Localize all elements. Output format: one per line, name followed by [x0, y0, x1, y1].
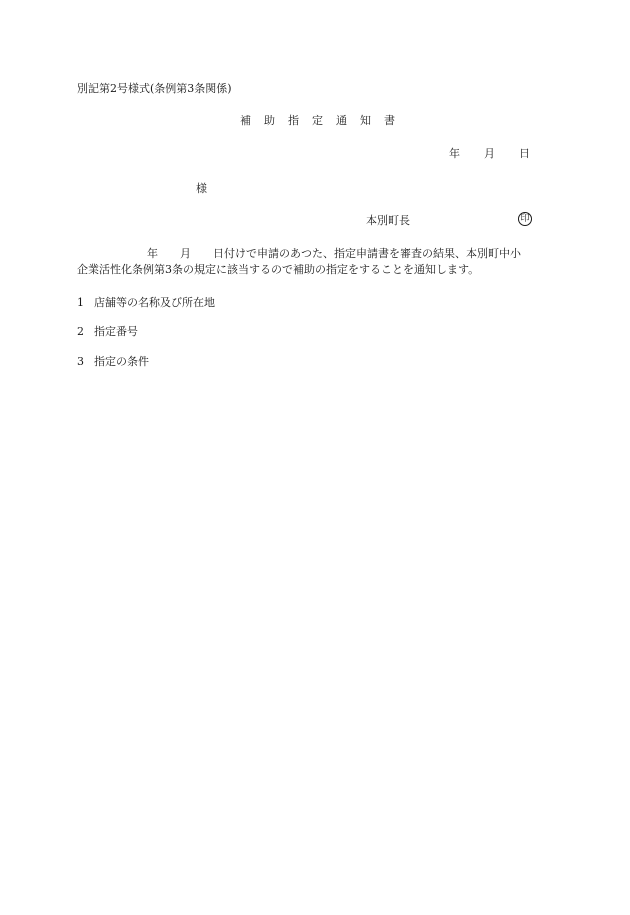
issue-date — [449, 147, 530, 161]
document-title — [240, 114, 395, 128]
item-number: 1 — [77, 296, 84, 309]
item-label: 指定の条件 — [94, 355, 149, 368]
issuer-name: 本別町長 — [366, 214, 410, 227]
title-char: 定 — [312, 114, 323, 127]
title-char: 通 — [336, 114, 347, 127]
title-char: 指 — [288, 114, 299, 127]
form-reference: 別記第2号様式(条例第3条関係) — [77, 82, 232, 95]
date-month: 月 — [484, 147, 495, 160]
item-label: 店舗等の名称及び所在地 — [94, 296, 215, 309]
item-label: 指定番号 — [94, 325, 138, 338]
title-char: 知 — [360, 114, 371, 127]
title-char: 書 — [384, 114, 395, 127]
list-item — [77, 296, 215, 310]
body-text-line-1 — [147, 247, 521, 261]
date-day: 日 — [519, 147, 530, 160]
title-char: 助 — [264, 114, 275, 127]
body-year: 年 — [147, 247, 158, 260]
date-year: 年 — [449, 147, 460, 160]
item-number: 3 — [77, 355, 84, 368]
body-line1-rest: 日付けで申請のあつた、指定申請書を審査の結果、本別町中小 — [213, 247, 521, 260]
seal-mark: 印 — [518, 212, 532, 226]
body-month: 月 — [180, 247, 191, 260]
list-item — [77, 355, 149, 369]
title-char: 補 — [240, 114, 251, 127]
body-text-line-2: 企業活性化条例第3条の規定に該当するので補助の指定をすることを通知します。 — [77, 263, 480, 276]
addressee-suffix: 様 — [196, 182, 207, 195]
item-number: 2 — [77, 325, 84, 338]
list-item — [77, 325, 138, 339]
